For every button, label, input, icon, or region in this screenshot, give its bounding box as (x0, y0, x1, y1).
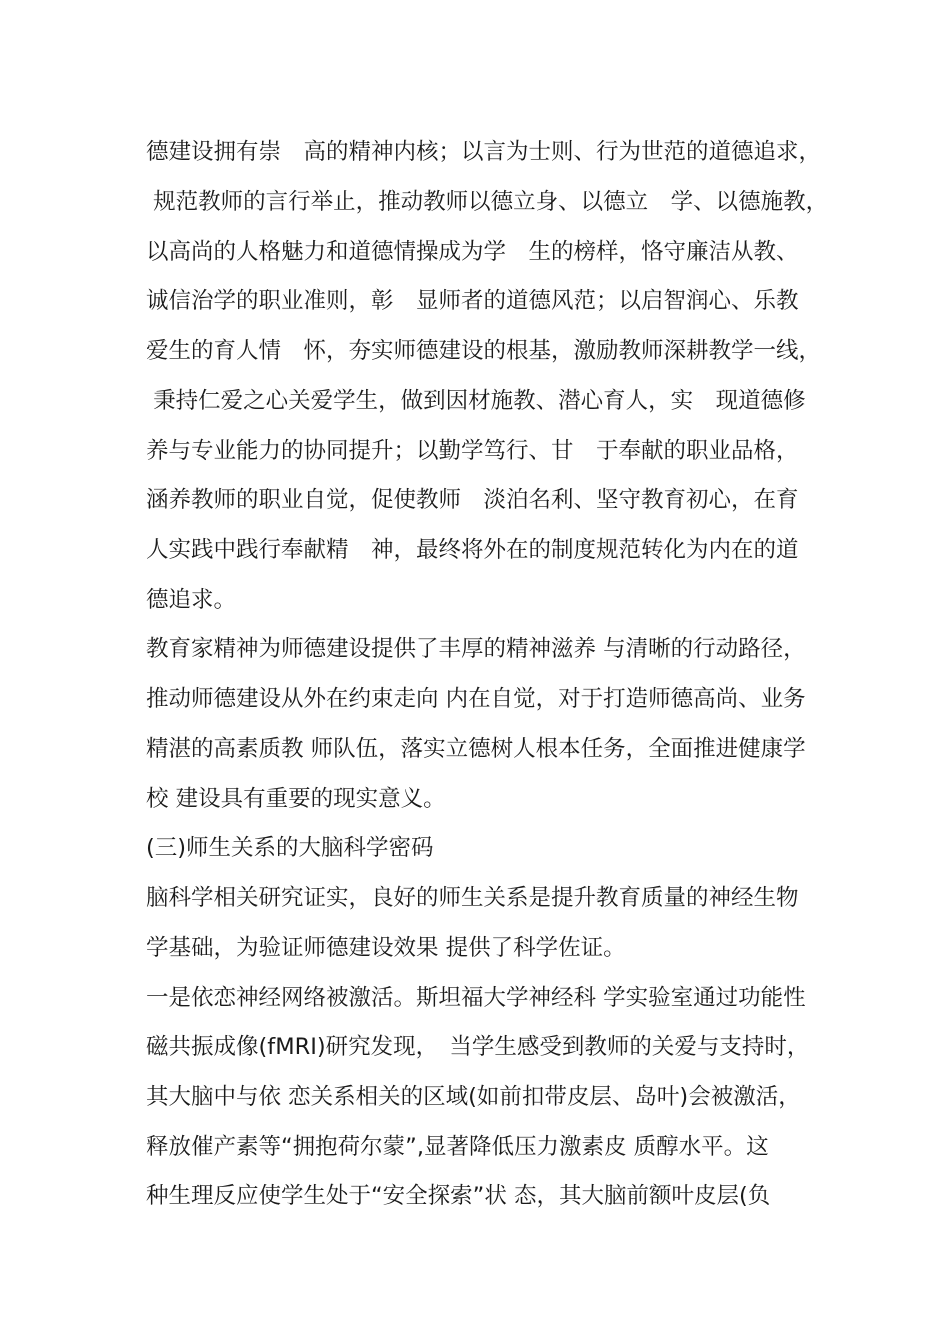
text-line: 脑科学相关研究证实，良好的师生关系是提升教育质量的神经生物 (146, 885, 799, 911)
text-line: 爱生的育人情 怀，夯实师德建设的根基，激励教师深耕教学一线， (146, 338, 822, 364)
text-line: 秉持仁爱之心关爱学生，做到因材施教、潜心育人，实 现道德修 (146, 388, 806, 414)
section-heading: (三)师生关系的大脑科学密码 (146, 835, 434, 861)
text-line: 种生理反应使学生处于“安全探索”状 态，其大脑前额叶皮层(负 (146, 1183, 771, 1209)
text-line: 释放催产素等“拥抱荷尔蒙”,显著降低压力激素皮 质醇水平。这 (146, 1134, 769, 1160)
text-line: 精湛的高素质教 师队伍，落实立德树人根本任务，全面推进健康学 (146, 736, 806, 762)
text-line: 磁共振成像(fMRI)研究发现， 当学生感受到教师的关爱与支持时， (146, 1034, 810, 1060)
text-line: 校 建设具有重要的现实意义。 (146, 786, 446, 812)
text-line: 人实践中践行奉献精 神，最终将外在的制度规范转化为内在的道 (146, 537, 799, 563)
text-line: 德追求。 (146, 587, 237, 613)
text-line: 以高尚的人格魅力和道德情操成为学 生的榜样，恪守廉洁从教、 (146, 239, 799, 265)
text-line: 涵养教师的职业自觉，促使教师 淡泊名利、坚守教育初心，在育 (146, 487, 799, 513)
text-line: 规范教师的言行举止，推动教师以德立身、以德立 学、以德施教， (146, 189, 829, 215)
text-line: 教育家精神为师德建设提供了丰厚的精神滋养 与清晰的行动路径， (146, 636, 806, 662)
text-line: 养与专业能力的协同提升；以勤学笃行、甘 于奉献的职业品格， (146, 438, 799, 464)
text-line: 一是依恋神经网络被激活。斯坦福大学神经科 学实验室通过功能性 (146, 985, 806, 1011)
text-line: 德建设拥有崇 高的精神内核；以言为士则、行为世范的道德追求， (146, 139, 822, 165)
text-line: 推动师德建设从外在约束走向 内在自觉，对于打造师德高尚、业务 (146, 686, 806, 712)
text-line: 其大脑中与依 恋关系相关的区域(如前扣带皮层、岛叶)会被激活， (146, 1084, 801, 1110)
text-line: 诚信治学的职业准则，彰 显师者的道德风范；以启智润心、乐教 (146, 288, 799, 314)
text-line: 学基础，为验证师德建设效果 提供了科学佐证。 (146, 935, 626, 961)
